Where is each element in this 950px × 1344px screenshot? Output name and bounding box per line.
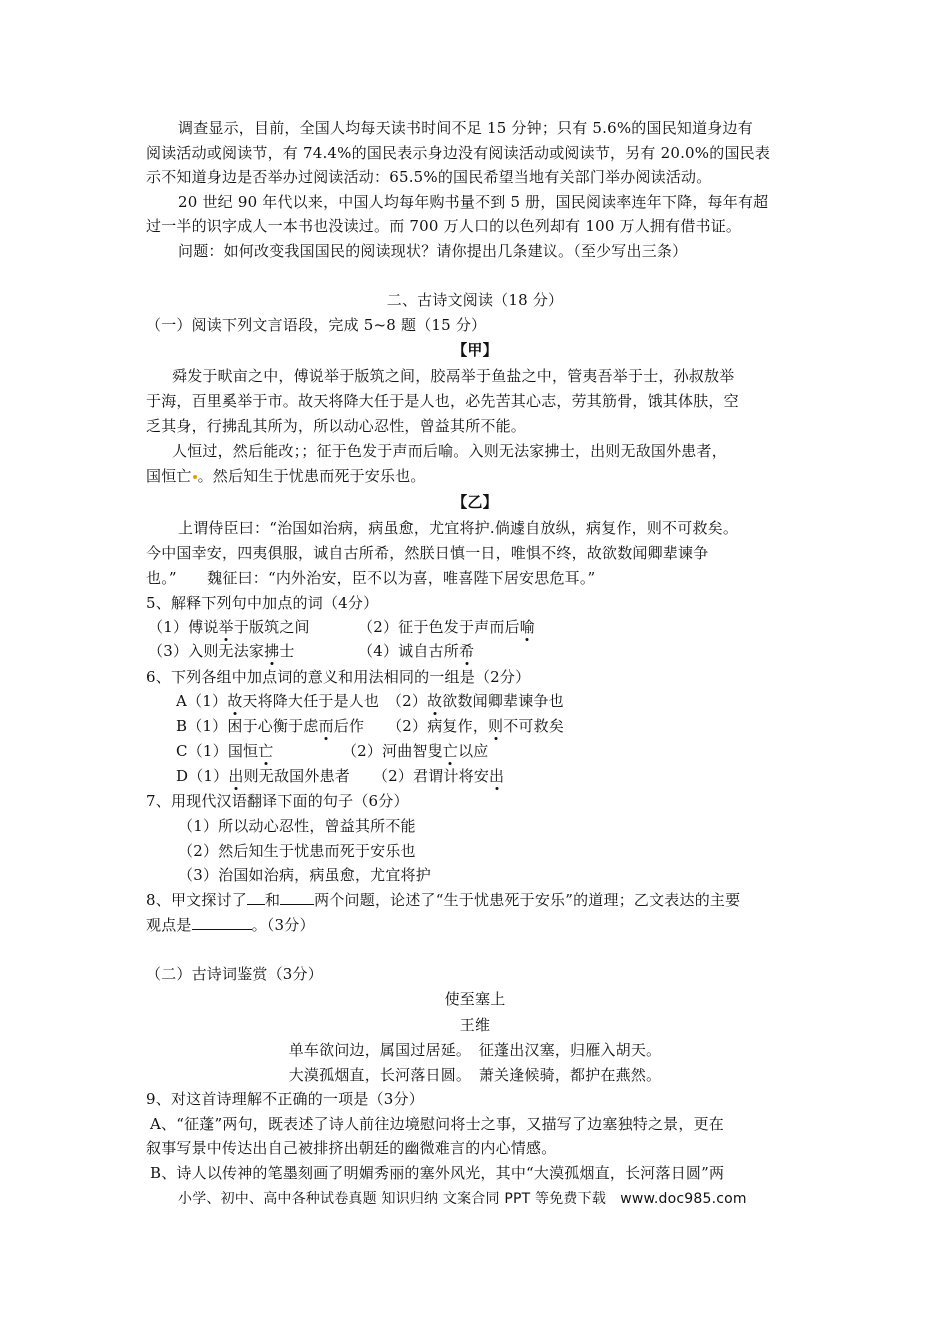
passage-yi-text: 今中国幸安，四夷俱服，诚自古所希，然朕日慎一日，唯惧不终，故欲数闻卿辈谏争	[146, 544, 709, 562]
question-9-option-a: A、“征蓬”两句，既表述了诗人前往边境慰问将士之事，又描写了边塞独特之景，更在	[150, 1115, 724, 1133]
poem-line: 单车欲问边，属国过居延。 征蓬出汉塞，归雁入胡天。	[288, 1041, 662, 1059]
text: 两个问题，论述了“生于忧患死于安乐”的道理；乙文表达的主要	[314, 891, 741, 909]
question-6-option-b	[176, 715, 564, 737]
question-7-item: （3）治国如治病，病虽愈，尤宜将护	[178, 866, 431, 884]
dotted-word: 出	[489, 767, 505, 785]
text: 士	[279, 642, 295, 660]
section-title: 二、古诗文阅读（18 分）	[386, 291, 564, 309]
passage-label-jia: 【甲】	[452, 341, 498, 359]
dotted-word: 出	[228, 767, 244, 785]
text: 观点是	[146, 916, 192, 934]
passage-yi-text: 上谓侍臣曰：“治国如治病，病虽愈，尤宜将护.倘遽自放纵，病复作，则不可救矣。	[178, 519, 739, 537]
question-9-stem: 9、对这首诗理解不正确的一项是（3分）	[146, 1090, 424, 1108]
question-7-item: （1）所以动心忍性，曾益其所不能	[178, 817, 416, 835]
question-7-item: （2）然后知生于忧患而死于安乐也	[178, 842, 416, 860]
question-7-stem: 7、用现代汉语翻译下面的句子（6分）	[146, 792, 409, 810]
question-5-item	[358, 616, 535, 638]
text: 后作 （2）病复作，	[333, 717, 489, 735]
text: （2）征于色发于声而后	[358, 618, 520, 636]
dotted-word: 举	[218, 618, 234, 636]
passage-jia-text: 乏其身，行拂乱其所为，所以动心忍性，曾益其所不能。	[146, 417, 527, 435]
passage-jia-text	[146, 465, 426, 487]
text: 以应	[458, 742, 489, 760]
question-6-option-c	[176, 740, 489, 762]
part-title: （二）古诗词鉴赏（3分）	[146, 965, 323, 983]
dotted-word: 喻	[519, 618, 535, 636]
text: （3）入则无法家	[148, 642, 265, 660]
text: 。（3分）	[251, 916, 315, 934]
question-5-item	[148, 640, 295, 662]
survey-text: 示不知道身边是否举办过阅读活动：65.5%的国民希望当地有关部门举办阅读活动。	[146, 168, 712, 186]
dotted-word: 而	[318, 717, 334, 735]
survey-question: 问题：如何改变我国国民的阅读现状？请你提出几条建议。（至少写出三条）	[178, 242, 688, 260]
text: （2）河曲智叟	[273, 742, 443, 760]
question-5-stem: 5、解释下列句中加点的词（4分）	[146, 594, 379, 612]
question-5-item	[148, 616, 310, 638]
passage-jia-text: 舜发于畎亩之中，傅说举于版筑之间，胶鬲举于鱼盐之中，管夷吾举于士，孙叔敖举	[172, 367, 735, 385]
poem-author: 王维	[459, 1016, 491, 1034]
dotted-word: 希	[458, 642, 475, 660]
part-title: （一）阅读下列文言语段，完成 5~8 题（15 分）	[146, 316, 487, 334]
survey-text: 阅读活动或阅读节，有 74.4%的国民表示身边没有阅读活动或阅读节，另有 20.0%的国民表	[146, 144, 771, 162]
text: 欲数闻卿辈谏争也	[442, 692, 564, 710]
text: C（1）国恒	[176, 742, 259, 760]
answer-blank[interactable]	[192, 915, 252, 930]
survey-text: 20 世纪 90 年代以来，中国人均每年购书量不到 5 册，国民阅读率连年下降，每年有超	[178, 193, 769, 211]
dotted-word: 拂	[264, 642, 280, 660]
question-9-option-b: B、诗人以传神的笔墨刻画了明媚秀丽的塞外风光，其中“大漠孤烟直，长河落日圆”两	[150, 1164, 725, 1182]
question-9-option-a: 叙事写景中传达出自己被排挤出朝廷的幽微难言的内心情感。	[146, 1139, 557, 1157]
poem-line: 大漠孤烟直，长河落日圆。 萧关逢候骑，都护在燕然。	[288, 1066, 662, 1084]
question-5-item	[358, 640, 474, 662]
passage-jia-text: 于海，百里奚举于市。故天将降大任于是人也，必先苦其心志，劳其筋骨，饿其体肤，空	[146, 392, 739, 410]
text: B（1）困于心衡于虑	[176, 717, 319, 735]
passage-jia-fragment: 。然后知生于忧患而死于安乐也。	[197, 467, 426, 485]
highlight-dot	[193, 475, 197, 479]
dotted-word: 故	[227, 692, 243, 710]
dotted-word: 故	[427, 692, 443, 710]
text: 于版筑之间	[233, 618, 310, 636]
answer-blank[interactable]	[247, 890, 265, 905]
text: 则无敌国外患者 （2）君谓计将安	[243, 767, 490, 785]
text: （4）诚自古所	[358, 642, 459, 660]
text: 和	[264, 891, 281, 909]
passage-yi-text: 也。” 魏征曰：“内外治安，臣不以为喜，唯喜陛下居安思危耳。”	[146, 569, 596, 587]
passage-jia-fragment: 国恒亡	[146, 467, 192, 485]
question-6-option-d	[176, 765, 504, 787]
text: 天将降大任于是人也 （2）	[242, 692, 428, 710]
question-8-line	[146, 889, 740, 911]
text: （1）傅说	[148, 618, 219, 636]
page-footer: 小学、初中、高中各种试卷真题 知识归纳 文案合同 PPT 等免费下载 www.doc985.com	[178, 1191, 747, 1207]
survey-text: 过一半的识字成人一本书也没读过。而 700 万人口的以色列却有 100 万人拥有借书证。	[146, 217, 742, 235]
question-6-option-a	[176, 690, 564, 712]
dotted-word: 则	[488, 717, 504, 735]
passage-jia-text: 人恒过，然后能改；；征于色发于声而后喻。入则无法家拂士，出则无敌国外患者，	[172, 442, 727, 460]
passage-label-yi: 【乙】	[452, 493, 498, 511]
dotted-word: 亡	[442, 742, 459, 760]
dotted-word: 亡	[258, 742, 274, 760]
text: 8、甲文探讨了	[146, 891, 247, 909]
text: 不可救矣	[503, 717, 565, 735]
text: D（1）	[176, 767, 229, 785]
answer-blank[interactable]	[280, 890, 314, 905]
poem-title: 使至塞上	[444, 990, 506, 1008]
question-6-stem: 6、下列各组中加点词的意义和用法相同的一组是（2分）	[146, 668, 531, 686]
survey-text: 调查显示，目前，全国人均每天读书时间不足 15 分钟；只有 5.6%的国民知道身边有	[178, 119, 753, 137]
question-8-line	[146, 914, 315, 936]
text: A（1）	[176, 692, 228, 710]
